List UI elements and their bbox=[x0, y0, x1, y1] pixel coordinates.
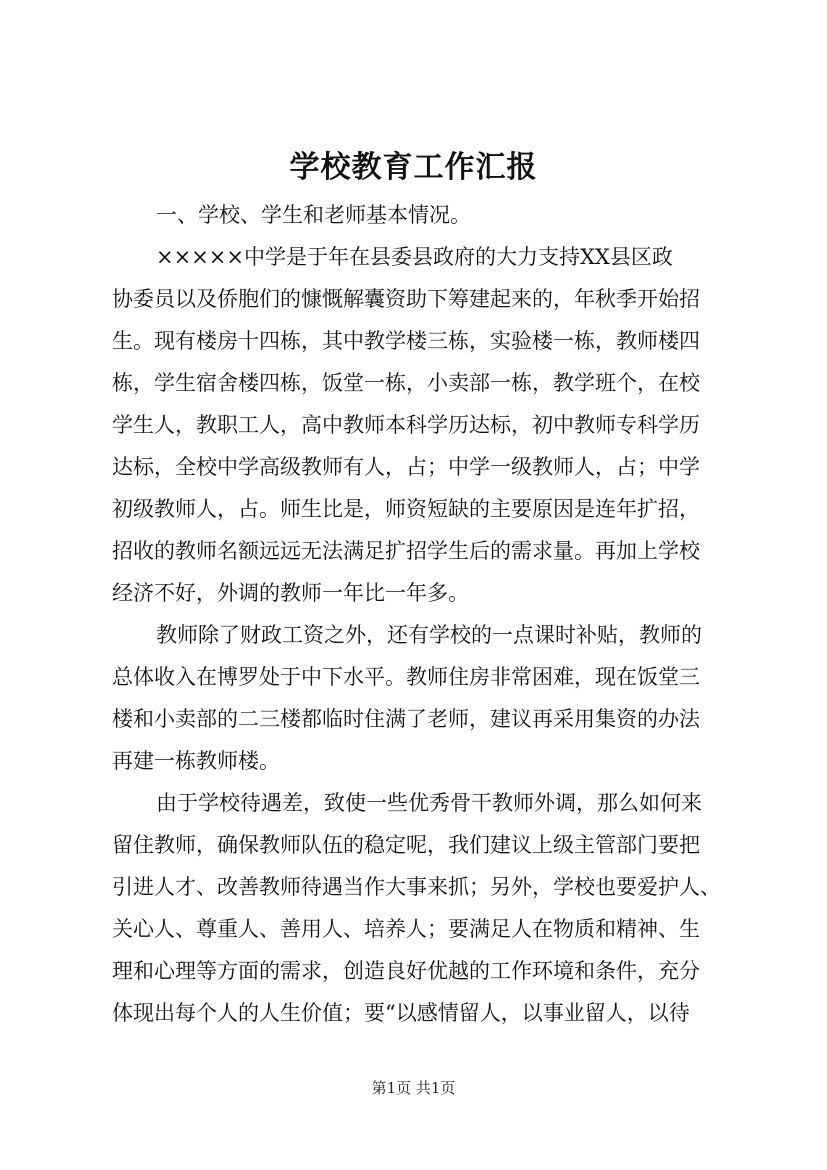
body-line: 关心人、尊重人、善用人、培养人；要满足人在物质和精神、生 bbox=[112, 917, 700, 941]
body-line: 由于学校待遇差，致使一些优秀骨干教师外调，那么如何来 bbox=[156, 791, 702, 815]
body-line: 栋，学生宿舍楼四栋，饭堂一栋，小卖部一栋，教学班个，在校 bbox=[112, 371, 700, 395]
body-line: 留住教师，确保教师队伍的稳定呢，我们建议上级主管部门要把 bbox=[112, 833, 700, 857]
body-line: 经济不好，外调的教师一年比一年多。 bbox=[112, 581, 469, 605]
document-title: 学校教育工作汇报 bbox=[289, 150, 538, 185]
body-line: 生。现有楼房十四栋，其中教学楼三栋，实验楼一栋，教师楼四 bbox=[112, 329, 700, 353]
body-line: 楼和小卖部的二三楼都临时住满了老师，建议再采用集资的办法 bbox=[112, 707, 700, 731]
body-line: ×××××中学是于年在县委县政府的大力支持XX县区政 bbox=[156, 245, 673, 269]
body-line: 协委员以及侨胞们的慷慨解囊资助下筹建起来的，年秋季开始招 bbox=[112, 287, 700, 311]
body-line: 引进人才、改善教师待遇当作大事来抓；另外，学校也要爱护人、 bbox=[112, 875, 721, 899]
body-line: 初级教师人，占。师生比是，师资短缺的主要原因是连年扩招， bbox=[112, 497, 700, 521]
body-line: 招收的教师名额远远无法满足扩招学生后的需求量。再加上学校 bbox=[112, 539, 700, 563]
body-line: 体现出每个人的人生价值；要“以感情留人，以事业留人，以待 bbox=[112, 1001, 690, 1025]
body-line: 教师除了财政工资之外，还有学校的一点课时补贴，教师的 bbox=[156, 623, 702, 647]
body-line: 理和心理等方面的需求，创造良好优越的工作环境和条件，充分 bbox=[112, 959, 700, 983]
body-line: 学生人，教职工人，高中教师本科学历达标，初中教师专科学历 bbox=[112, 413, 700, 437]
body-line: 达标，全校中学高级教师有人，占；中学一级教师人，占；中学 bbox=[112, 455, 700, 479]
section-heading: 一、学校、学生和老师基本情况。 bbox=[156, 203, 471, 227]
page-number-footer: 第1页 共1页 bbox=[371, 1079, 456, 1097]
body-line: 再建一栋教师楼。 bbox=[112, 749, 280, 773]
body-line: 总体收入在博罗处于中下水平。教师住房非常困难，现在饭堂三 bbox=[112, 665, 700, 689]
